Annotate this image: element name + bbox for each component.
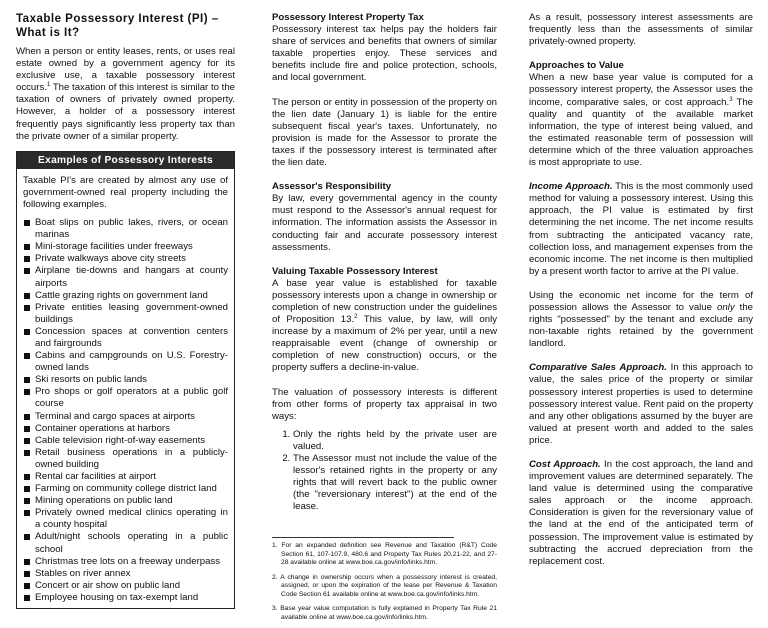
example-item: Christmas tree lots on a freeway underpass (23, 556, 228, 568)
example-item: Container operations at harbors (23, 423, 228, 435)
section-heading-pi-tax: Possessory Interest Property Tax (272, 12, 424, 23)
valuation-list (272, 429, 497, 514)
examples-intro: Taxable PI's are created by almost any use of government-owned real property including the following examples. (23, 174, 228, 210)
example-item: Cattle grazing rights on government land (23, 290, 228, 302)
footnotes (272, 542, 497, 622)
valuation-list-item: 1. Only the rights held by the private user are valued. (293, 429, 497, 453)
intro-paragraph: When a person or entity leases, rents, or uses real estate owned by a government agency for its exclusive use, a taxable possessory interest occurs.$^1$ The taxation of this interest is similar to the taxation of owners of privately owned property. However, a holder of a possessory interest frequently pays significantly less property tax than the private owner of a similar property. (16, 46, 235, 142)
examples-box-title: Examples of Possessory Interests (17, 152, 234, 169)
section-heading-approaches: Approaches to Value (529, 60, 624, 72)
example-item: Cable television right-of-way easements (23, 435, 228, 447)
economic-income-paragraph: Using the economic net income for the term of possession allows the Assessor to value only the rights "possessed" by the tenant and exclude any non-taxable rights retained by the government landlord. (529, 289, 753, 350)
example-item: Employee housing on tax-exempt land (23, 592, 228, 604)
example-item: Cabins and campgrounds on U.S. Forestry-owned lands (23, 350, 228, 374)
assessor-paragraph: By law, every governmental agency in the county must respond to the Assessor's annual request for information. The information assists the Assessor in conducting fair and accurate possessory interest assessments. (272, 193, 497, 253)
valuing-paragraph: A base year value is established for taxable possessory interests upon a change in ownership or completion of new construction under the guidelines of Proposition 13.$^2$ This value, by law, will only increase by a maximum of 2% per year, until a new reappraisable event (change of ownership or completion of new construction) occurs, or the property suffers a decline-in-value. (272, 277, 497, 374)
example-item: Boat slips on public lakes, rivers, or ocean marinas (23, 217, 228, 241)
example-item: Airplane tie-downs and hangars at county airports (23, 265, 228, 289)
example-item: Concession spaces at convention centers and fairgrounds (23, 326, 228, 350)
footnote: 3. Base year value computation is fully explained in Property Tax Rule 21 available online at www.boe.ca.gov/info/links.htm. (272, 605, 497, 621)
examples-box (16, 151, 235, 609)
example-item: Terminal and cargo spaces at airports (23, 411, 228, 423)
example-item: Mini-storage facilities under freeways (23, 241, 228, 253)
example-item: Retail business operations in a publicly-owned building (23, 447, 228, 471)
section-heading-assessor: Assessor's Responsibility (272, 181, 392, 193)
example-item: Pro shops or golf operators at a public golf course (23, 386, 228, 410)
pi-tax-paragraph-2: The person or entity in possession of the property on the lien date (January 1) is liable for the entire subsequent fiscal year's taxes. Unfortunately, no provision is made for the Assessor to prorate the taxes if the possessory interest is terminated after the lien date. (272, 96, 497, 169)
section-heading-valuing: Valuing Taxable Possessory Interest (272, 265, 438, 277)
example-item: Private walkways above city streets (23, 253, 228, 265)
example-item: Concert or air show on public land (23, 580, 228, 592)
footnote-rule (272, 537, 454, 538)
column-1 (16, 12, 235, 609)
income-approach-paragraph: Income Approach. This is the most commonly used method for valuing a possessory interest. Using this approach, the PI value is estimated by first determining the net income. The net income results from subtracting the anticipated vacancy rate, collection loss, and management expenses from the economic income. The net income is then multiplied by a present worth factor to arrive at the PI value. (529, 181, 753, 277)
approaches-paragraph: When a new base year value is computed for a possessory interest property, the Assessor uses the income, comparative sales, or cost approach.$^3$ The quality and quantity of the available market information, the type of interest being valued, and the estimated reasonable term of possession will determine which of the three valuation approaches is most appropriate to use. (529, 72, 753, 169)
example-item: Private entities leasing government-owned buildings (23, 302, 228, 326)
result-paragraph: As a result, possessory interest assessments are frequently less than the assessments of similar privately-owned property. (529, 12, 753, 48)
footnote: 2. A change in ownership occurs when a possessory interest is created, assigned, or upon the expiration of the lease per Revenue & Taxation Code Section 61 available online at www.boe.ca.gov/info/links.htm. (272, 573, 497, 598)
pi-tax-paragraph-1: Possessory interest tax helps pay the holders fair share of services and benefits that owners of similar taxable properties enjoy. These services and benefits include fire and police protection, schools, and local government. (272, 24, 497, 84)
valuation-list-item: 2. The Assessor must not include the value of the lessor's retained rights in the property or any rights that will revert back to the public owner (the "reversionary interest") at the end of the lease. (293, 453, 497, 513)
example-item: Privately owned medical clinics operating in a county hospital (23, 507, 228, 531)
example-item: Mining operations on public land (23, 495, 228, 507)
column-2 (272, 12, 497, 628)
example-item: Farming on community college district land (23, 483, 228, 495)
example-item: Stables on river annex (23, 568, 228, 580)
example-item: Ski resorts on public lands (23, 374, 228, 386)
example-item: Adult/night schools operating in a public school (23, 531, 228, 555)
cost-approach-paragraph: Cost Approach. In the cost approach, the land and improvement values are determined separately. The land value is determined using the comparative sales approach or the income approach. Consideration is given for the reversionary value of the land at the end of the anticipated term of possession. The improvement value is estimated by subtracting the accrued depreciation from the replacement cost. (529, 459, 753, 567)
comparative-sales-paragraph: Comparative Sales Approach. In this approach to value, the sales price of the property or similar possessory interest properties is used to determine possessory interest value. Rent paid on the property and any other obligations assumed by the buyer are valued at present worth and added to the sales price. (529, 362, 753, 446)
example-item: Rental car facilities at airport (23, 471, 228, 483)
valuation-differences-paragraph: The valuation of possessory interests is different from other forms of property tax appraisal in two ways: (272, 386, 497, 422)
footnote: 1. For an expanded definition see Revenue and Taxation (R&T) Code Section 61, 107-107.9, 480.6 and Property Tax Rules 20,21-22, and 27-28 available online at www.boe.ca.gov/info/links.htm. (272, 542, 497, 567)
examples-list (23, 217, 228, 604)
page-title: Taxable Possessory Interest (PI) – What is It? (16, 12, 219, 39)
column-3 (529, 12, 753, 568)
